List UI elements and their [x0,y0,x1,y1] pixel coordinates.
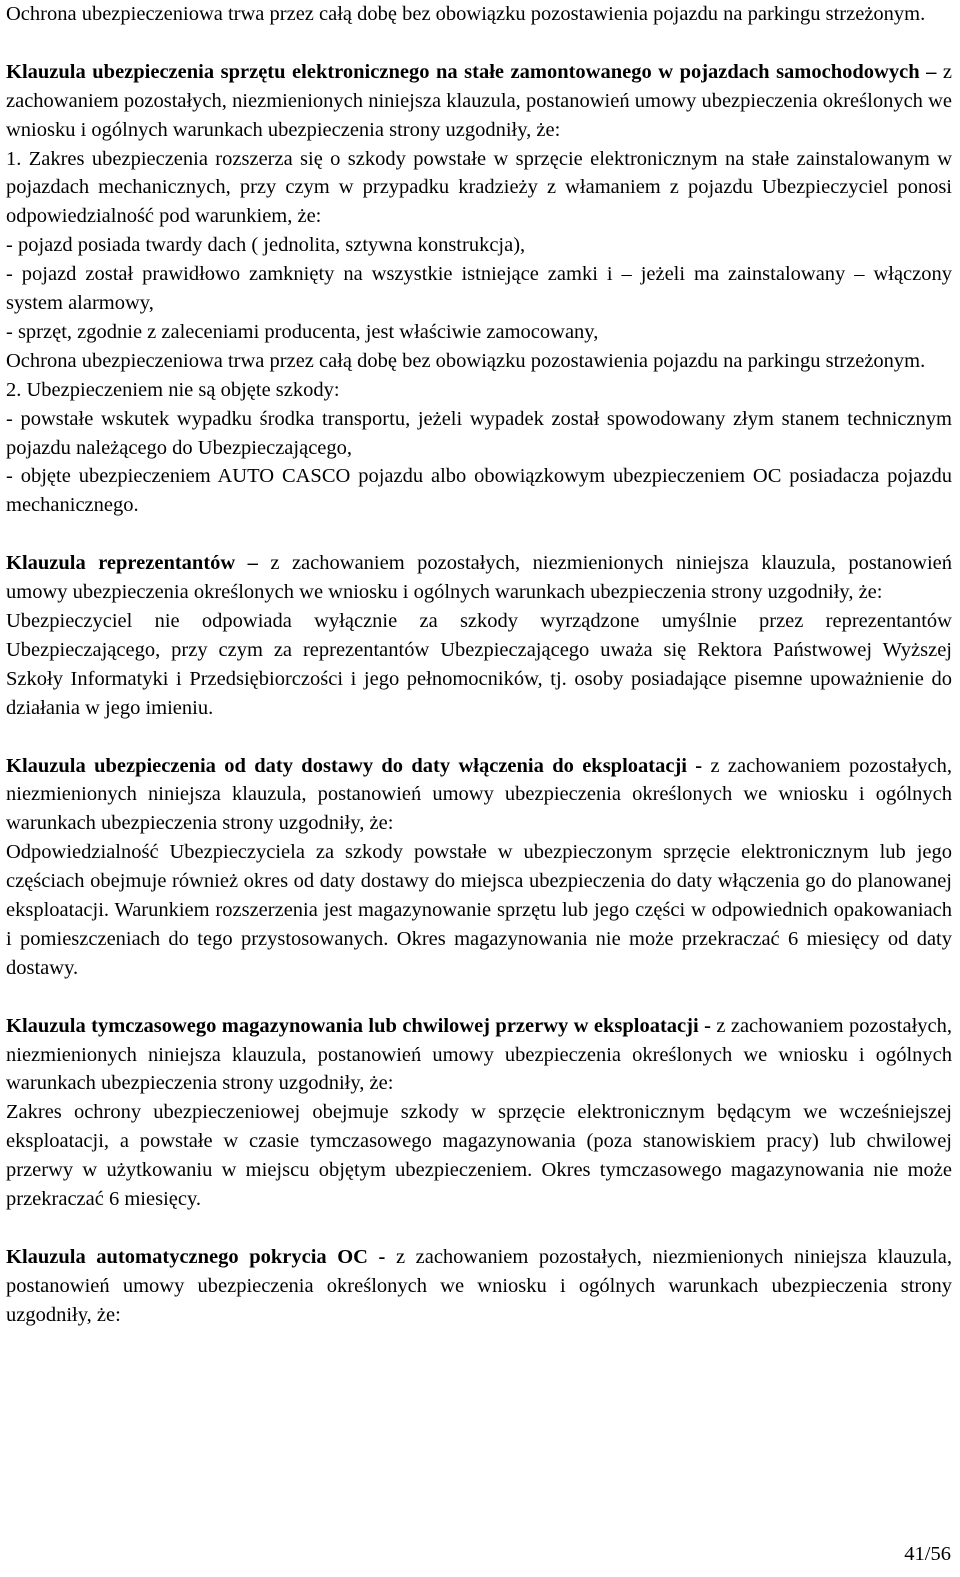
paragraph-gap [6,723,952,752]
clause-representatives-title: Klauzula reprezentantów – [6,552,258,575]
clause-electronic-title: Klauzula ubezpieczenia sprzętu elektronicznego na stałe zamontowanego w pojazdach samochodowych – [6,60,937,83]
clause-storage-lead: z zachowaniem pozostałych, niezmienionych niniejsza klauzula, postanowień umowy ubezpieczenia określonych we wniosku i ogólnych warunkach ubezpieczenia strony uzgodniły, że: [6,1014,952,1095]
clause-delivery-body: Odpowiedzialność Ubezpieczyciela za szkody powstałe w ubezpieczonym sprzęcie elektronicznym lub jego częściach obejmuje również okres od daty dostawy do miejsca ubezpieczenia do daty włączenia go do planowanej eksploatacji. Warunkiem rozszerzenia jest magazynowanie sprzętu lub jego części w odpowiednich opakowaniach i pomieszczeniach do tego przystosowanych. Okres magazynowania nie może przekraczać 6 miesięcy od daty dostawy. [6,841,952,979]
document-page [6,0,952,1330]
clause-electronic-line-8: - objęte ubezpieczeniem AUTO CASCO pojazdu albo obowiązkowym ubezpieczeniem OC posiadacza pojazdu mechanicznego. [6,465,952,517]
paragraph-gap [6,1214,952,1243]
intro-paragraph: Ochrona ubezpieczeniowa trwa przez całą dobę bez obowiązku pozostawienia pojazdu na parkingu strzeżonym. [6,3,926,25]
clause-storage-title: Klauzula tymczasowego magazynowania lub chwilowej przerwy w eksploatacji - [6,1014,711,1037]
clause-oc-heading [6,1243,952,1330]
clause-representatives-heading [6,549,952,607]
clause-electronic-line-1: 1. Zakres ubezpieczenia rozszerza się o szkody powstałe w sprzęcie elektronicznym na stałe zainstalowanym w pojazdach mechanicznych, przy czym w przypadku kradzieży z włamaniem z pojazdu Ubezpieczyciel ponosi odpowiedzialność pod warunkiem, że: [6,147,952,228]
clause-delivery-lead: z zachowaniem pozostałych, niezmienionych niniejsza klauzula, postanowień umowy ubezpieczenia określonych we wniosku i ogólnych warunkach ubezpieczenia strony uzgodniły, że: [6,754,952,835]
clause-storage-heading [6,1012,952,1099]
clause-electronic-lead: z zachowaniem pozostałych, niezmienionych niniejsza klauzula, postanowień umowy ubezpieczenia określonych we wniosku i ogólnych warunkach ubezpieczenia strony uzgodniły, że: [6,60,952,141]
clause-electronic-line-2: - pojazd posiada twardy dach ( jednolita, sztywna konstrukcja), [6,234,526,257]
clause-electronic-line-4: - sprzęt, zgodnie z zaleceniami producenta, jest właściwie zamocowany, [6,320,599,343]
clause-electronic-heading [6,58,952,145]
clause-representatives-lead: z zachowaniem pozostałych, niezmienionych niniejsza klauzula, postanowień umowy ubezpieczenia określonych we wniosku i ogólnych warunkach ubezpieczenia strony uzgodniły, że: [6,552,952,604]
clause-representatives-body: Ubezpieczyciel nie odpowiada wyłącznie za szkody wyrządzone umyślnie przez reprezentantów Ubezpieczającego, przy czym za reprezentantów Ubezpieczającego uważa się Rektora Państwowej Wyższej Szkoły Informatyki i Przedsiębiorczości i jego pełnomocników, tj. osoby posiadające pisemne upoważnienie do działania w jego imieniu. [6,610,952,719]
clause-oc-title: Klauzula automatycznego pokrycia OC - [6,1245,386,1268]
clause-oc-lead: z zachowaniem pozostałych, niezmienionych niniejsza klauzula, postanowień umowy ubezpieczenia określonych we wniosku i ogólnych warunkach ubezpieczenia strony uzgodniły, że: [6,1245,953,1326]
paragraph-gap [6,29,952,58]
clause-delivery-heading [6,752,952,839]
clause-electronic-line-5: Ochrona ubezpieczeniowa trwa przez całą dobę bez obowiązku pozostawienia pojazdu na parkingu strzeżonym. [6,349,926,372]
page-number: 41/56 [904,1543,951,1565]
paragraph-gap [6,983,952,1012]
clause-storage-body: Zakres ochrony ubezpieczeniowej obejmuje szkody w sprzęcie elektronicznym będącym we wcześniejszej eksploatacji, a powstałe w czasie tymczasowego magazynowania (poza stanowiskiem pracy) lub chwilowej przerwy w użytkowaniu w miejscu objętym ubezpieczeniem. Okres tymczasowego magazynowania nie może przekraczać 6 miesięcy. [6,1101,952,1211]
paragraph-gap [6,520,952,549]
clause-electronic-line-3: - pojazd został prawidłowo zamknięty na wszystkie istniejące zamki i – jeżeli ma zainstalowany – włączony system alarmowy, [6,263,952,315]
clause-electronic-line-7: - powstałe wskutek wypadku środka transportu, jeżeli wypadek został spowodowany złym stanem technicznym pojazdu należącego do Ubezpieczającego, [6,407,952,459]
clause-electronic-line-6: 2. Ubezpieczeniem nie są objęte szkody: [6,378,340,401]
clause-delivery-title: Klauzula ubezpieczenia od daty dostawy do daty włączenia do eksploatacji - [6,754,703,777]
